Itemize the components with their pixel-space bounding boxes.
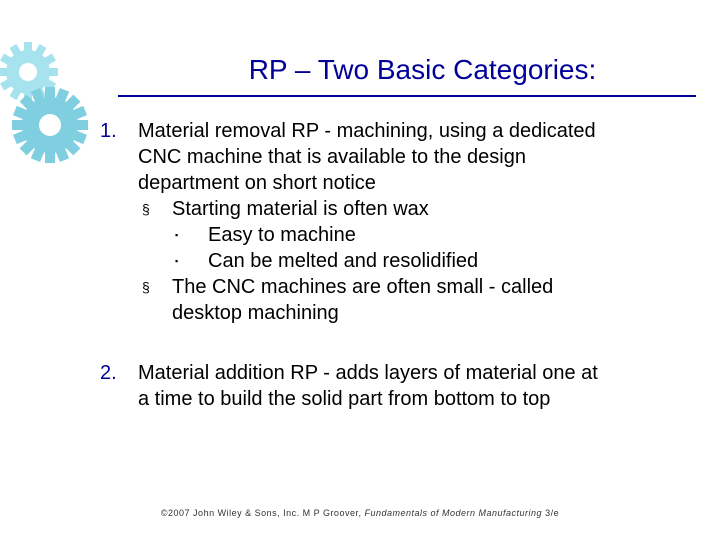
copyright-footer: [0, 508, 720, 518]
footer-book-title: Fundamentals of Modern Manufacturing: [364, 508, 543, 518]
item-line: department on short notice: [138, 172, 376, 194]
item-line: Material addition RP - adds layers of material one at: [138, 362, 598, 384]
footer-suffix: 3/e: [542, 508, 560, 518]
sub-sub-bullet-2: [100, 248, 700, 274]
sub-bullet-text: Starting material is often wax: [172, 198, 429, 220]
slide-title: RP – Two Basic Categories:: [248, 54, 597, 85]
gears-logo-icon: [0, 20, 110, 170]
list-item-1: [100, 118, 700, 326]
sub-bullet-2: [100, 274, 700, 300]
square-bullet-icon: ▪: [175, 256, 179, 266]
item-number: 2.: [100, 362, 117, 384]
sub-sub-bullet-1: [100, 222, 700, 248]
item-number: 1.: [100, 120, 117, 142]
sub-bullet-text: The CNC machines are often small - called: [172, 276, 554, 298]
item-line: a time to build the solid part from bottom to top: [138, 388, 551, 410]
item-line: CNC machine that is available to the design: [138, 146, 526, 168]
sub-sub-bullet-text: Can be melted and resolidified: [208, 250, 479, 272]
title-divider: [118, 95, 696, 97]
footer-prefix: ©2007 John Wiley & Sons, Inc. M P Groover,: [160, 508, 365, 518]
sub-bullet-text: desktop machining: [172, 302, 339, 324]
section-bullet-icon: §: [142, 279, 150, 295]
section-bullet-icon: §: [142, 201, 150, 217]
square-bullet-icon: ▪: [175, 230, 179, 240]
sub-bullet-1: [100, 196, 700, 222]
item-line: Material removal RP - machining, using a dedicated: [138, 120, 596, 142]
list-item-2: [100, 360, 700, 412]
sub-sub-bullet-text: Easy to machine: [208, 224, 356, 246]
